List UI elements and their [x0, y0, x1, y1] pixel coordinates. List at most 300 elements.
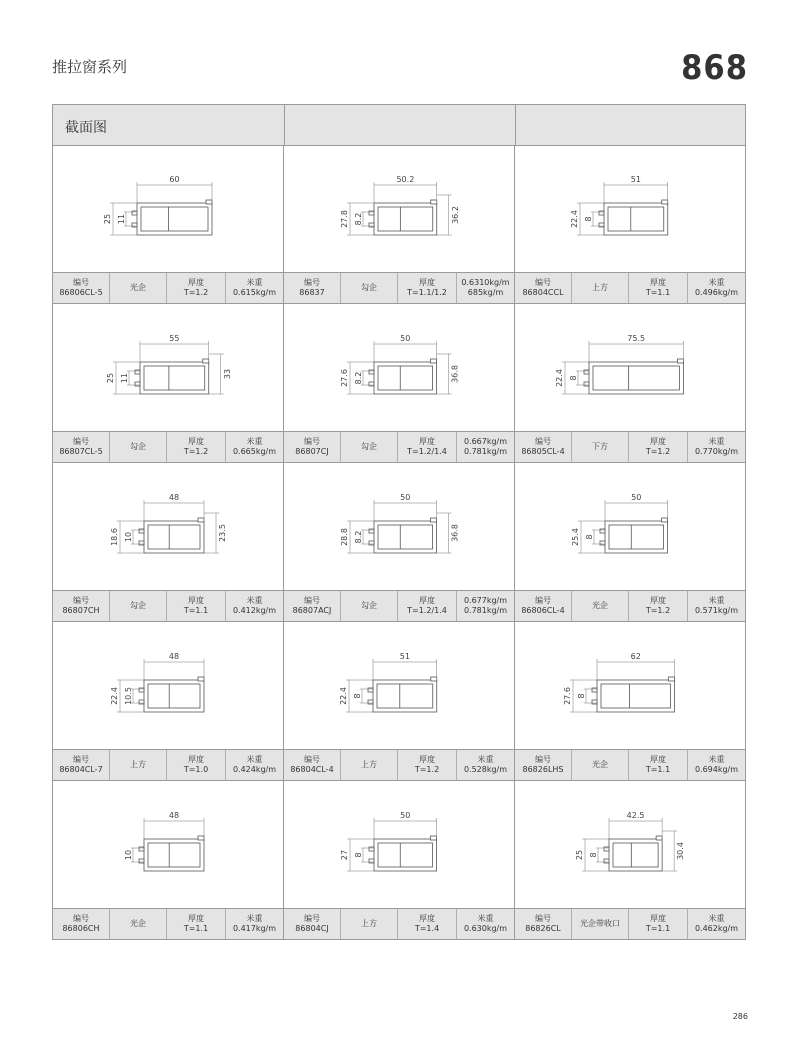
profile-code: 86837: [299, 288, 325, 297]
inner-dimension-label: 8: [577, 693, 586, 699]
weight-label: 米重: [246, 596, 263, 605]
inner-dimension-label: 10: [124, 849, 133, 861]
profile-lip: [592, 688, 597, 692]
name-cell: [110, 591, 167, 621]
profile-lip: [662, 200, 668, 204]
profile-name: 光企带收口: [580, 919, 620, 928]
profile-thickness: T=1.2/1.4: [407, 606, 447, 615]
profile-name: 勾企: [361, 442, 377, 451]
width-dimension-label: 50: [400, 493, 411, 502]
name-cell: [572, 909, 629, 939]
profile-chamber: [378, 843, 433, 867]
weight-cell: [457, 750, 514, 780]
width-dimension-label: 48: [168, 652, 180, 661]
profile-section-svg: [515, 145, 745, 272]
height-dimension-label: 25: [106, 372, 115, 384]
profile-lip: [669, 677, 675, 681]
code-cell: [53, 432, 110, 462]
thickness-cell: [167, 750, 226, 780]
profile-thickness: T=1.1: [645, 288, 671, 297]
profile-code: 86805CL-4: [521, 447, 565, 456]
weight-cell: [226, 909, 283, 939]
weight-label: 米重: [246, 437, 263, 446]
thickness-cell: [629, 750, 688, 780]
profile-lip: [584, 382, 589, 386]
width-dimension-label: 62: [630, 652, 641, 661]
header-cell: [285, 105, 516, 145]
code-label: 编号: [304, 278, 320, 287]
profile-name: 勾企: [130, 442, 146, 451]
weight-label: 米重: [246, 914, 263, 923]
width-dimension-label: 55: [169, 334, 180, 343]
profile-code: 86806CL-4: [521, 606, 565, 615]
code-label: 编号: [535, 914, 551, 923]
profile-section-svg: [284, 622, 514, 749]
profile-drawing: [53, 463, 283, 590]
name-cell: [110, 432, 167, 462]
inner-dimension-label: 8: [354, 852, 363, 858]
weight-cell: [226, 750, 283, 780]
inner-dimension-label: 8.2: [354, 212, 363, 226]
profile-cell: [53, 463, 284, 622]
profile-chamber: [378, 366, 433, 390]
profile-lip: [139, 859, 144, 863]
profile-lip: [369, 211, 374, 215]
profile-name: 上方: [361, 760, 377, 769]
thickness-cell: [398, 273, 457, 303]
profile-cell: [284, 463, 515, 622]
profile-chamber: [141, 207, 208, 231]
profile-thickness: T=1.1: [645, 924, 671, 933]
name-cell: [572, 273, 629, 303]
profile-cell: [515, 463, 745, 622]
profile-name: 光企: [130, 283, 146, 292]
profile-weight: 0.770kg/m: [694, 447, 739, 456]
profile-lip: [139, 700, 144, 704]
profile-name: 上方: [361, 919, 377, 928]
profile-cell: [515, 304, 745, 463]
profile-lip: [369, 859, 374, 863]
thickness-label: 厚度: [188, 914, 204, 923]
profile-cell: [53, 145, 284, 304]
profile-thickness: T=1.2: [414, 765, 440, 774]
profile-lip: [604, 859, 609, 863]
height-dimension-label: 27.6: [340, 369, 349, 387]
thickness-cell: [167, 273, 226, 303]
width-dimension-label: 51: [399, 652, 410, 661]
thickness-label: 厚度: [419, 596, 435, 605]
weight-label: 米重: [477, 755, 494, 764]
code-label: 编号: [535, 755, 551, 764]
profile-section-svg: [284, 463, 514, 590]
profile-row: [53, 781, 745, 940]
profile-drawing: [515, 304, 745, 431]
code-cell: [515, 750, 572, 780]
profile-chamber: [148, 843, 200, 867]
code-cell: [515, 909, 572, 939]
name-cell: [572, 432, 629, 462]
profile-weight: 0.677kg/m: [463, 596, 508, 605]
profile-lip: [431, 677, 437, 681]
profile-lip: [369, 529, 374, 533]
profile-cell: [284, 622, 515, 781]
profile-lip: [139, 529, 144, 533]
profile-section-svg: [53, 145, 283, 272]
weight-cell: [457, 591, 514, 621]
profile-drawing: [515, 463, 745, 590]
profile-catalog-table: [52, 104, 746, 940]
profile-lip: [600, 529, 605, 533]
profile-info-strip: [284, 590, 514, 622]
profile-lip: [431, 836, 437, 840]
profile-drawing: [515, 781, 745, 908]
profile-name: 勾企: [130, 601, 146, 610]
profile-section-svg: [53, 463, 283, 590]
profile-code: 86826LHS: [522, 765, 564, 774]
profile-section-svg: [284, 304, 514, 431]
profile-info-strip: [515, 749, 745, 781]
thickness-cell: [398, 432, 457, 462]
weight-cell: [457, 432, 514, 462]
weight-label: 米重: [708, 596, 725, 605]
profile-chamber: [609, 525, 664, 549]
height-dimension-label: 22.4: [110, 687, 119, 705]
code-label: 编号: [73, 278, 89, 287]
height-dimension-label: 25.4: [571, 528, 580, 546]
profile-weight: 0.424kg/m: [232, 765, 277, 774]
profile-thickness: T=1.1/1.2: [407, 288, 447, 297]
thickness-cell: [629, 432, 688, 462]
profile-info-strip: [515, 908, 745, 940]
profile-thickness: T=1.2: [645, 447, 671, 456]
thickness-cell: [629, 909, 688, 939]
profile-thickness: T=1.2: [183, 288, 209, 297]
profile-drawing: [515, 145, 745, 272]
profile-chamber: [148, 684, 200, 708]
profile-lip: [203, 359, 209, 363]
code-label: 编号: [304, 914, 320, 923]
profile-lip: [662, 518, 668, 522]
profile-cell: [53, 781, 284, 940]
section-title: 截面图: [65, 120, 107, 136]
profile-section-svg: [515, 463, 745, 590]
weight-cell: [226, 591, 283, 621]
thickness-cell: [167, 909, 226, 939]
profile-section-svg: [53, 781, 283, 908]
right-dimension-label: 36.2: [450, 206, 460, 224]
profile-row: [53, 622, 745, 781]
code-cell: [284, 909, 341, 939]
thickness-label: 厚度: [419, 278, 435, 287]
right-dimension-label: 33: [222, 368, 232, 380]
code-label: 编号: [535, 437, 551, 446]
inner-dimension-label: 11: [120, 372, 129, 384]
profile-thickness: T=1.1: [183, 606, 209, 615]
profile-info-strip: [53, 272, 283, 304]
profile-weight: 0.665kg/m: [232, 447, 277, 456]
profile-lip: [206, 200, 212, 204]
profile-lip: [592, 700, 597, 704]
width-dimension-label: 50: [400, 334, 411, 343]
profile-lip: [368, 700, 373, 704]
profile-row: [53, 463, 745, 622]
code-label: 编号: [73, 596, 89, 605]
profile-info-strip: [53, 431, 283, 463]
profile-lip: [677, 359, 683, 363]
profile-info-strip: [53, 908, 283, 940]
profile-cell: [53, 304, 284, 463]
width-dimension-label: 75.5: [627, 334, 646, 343]
profile-thickness: T=1.4: [414, 924, 440, 933]
profile-chamber: [613, 843, 658, 867]
profile-lip: [604, 847, 609, 851]
height-dimension-label: 27: [340, 849, 349, 861]
thickness-cell: [398, 591, 457, 621]
code-cell: [53, 591, 110, 621]
profile-lip: [135, 382, 140, 386]
thickness-cell: [629, 591, 688, 621]
profile-cell: [515, 145, 745, 304]
profile-weight: 0.630kg/m: [463, 924, 508, 933]
profile-section-svg: [515, 781, 745, 908]
profile-weight: 0.496kg/m: [694, 288, 739, 297]
profile-drawing: [53, 622, 283, 749]
inner-dimension-label: 11: [117, 213, 126, 225]
profile-weight: 0.528kg/m: [463, 765, 508, 774]
profile-section-svg: [284, 781, 514, 908]
profile-weight: 0.571kg/m: [694, 606, 739, 615]
height-dimension-label: 28.8: [340, 528, 349, 546]
profile-drawing: [53, 304, 283, 431]
profile-weight: 0.6310kg/m: [461, 278, 510, 287]
profile-lip: [600, 541, 605, 545]
thickness-label: 厚度: [419, 755, 435, 764]
table-header-row: [53, 105, 745, 146]
profile-lip: [431, 200, 437, 204]
weight-cell: [688, 591, 745, 621]
profile-thickness: T=1.1: [183, 924, 209, 933]
profile-drawing: [515, 622, 745, 749]
profile-lip: [599, 223, 604, 227]
profile-info-strip: [53, 590, 283, 622]
code-cell: [53, 273, 110, 303]
inner-dimension-label: 8: [585, 534, 594, 540]
profile-weight: 0.412kg/m: [232, 606, 277, 615]
inner-dimension-label: 10.5: [124, 687, 133, 705]
name-cell: [341, 432, 398, 462]
weight-label: 米重: [246, 278, 263, 287]
profile-info-strip: [515, 590, 745, 622]
profile-code: 86826CL: [525, 924, 561, 933]
width-dimension-label: 51: [630, 175, 641, 184]
profile-lip: [132, 211, 137, 215]
profile-section-svg: [515, 304, 745, 431]
code-label: 编号: [535, 278, 551, 287]
height-dimension-label: 22.4: [555, 369, 564, 387]
thickness-cell: [629, 273, 688, 303]
profile-name: 光企: [130, 919, 146, 928]
name-cell: [341, 591, 398, 621]
name-cell: [341, 909, 398, 939]
profile-code: 86804CCL: [522, 288, 564, 297]
weight-cell: [688, 432, 745, 462]
profile-cell: [284, 781, 515, 940]
profile-lip: [369, 847, 374, 851]
height-dimension-label: 27.8: [340, 210, 349, 228]
profile-row: [53, 145, 745, 304]
right-dimension-label: 36.8: [450, 365, 460, 383]
profile-weight: 0.781kg/m: [463, 606, 508, 615]
profile-weight: 0.615kg/m: [232, 288, 277, 297]
profile-thickness: T=1.2: [183, 447, 209, 456]
code-label: 编号: [73, 437, 89, 446]
profile-cell: [515, 781, 745, 940]
thickness-label: 厚度: [188, 278, 204, 287]
profile-name: 上方: [130, 760, 146, 769]
profile-chamber: [378, 525, 433, 549]
profile-drawing: [53, 781, 283, 908]
profile-lip: [369, 541, 374, 545]
inner-dimension-label: 8: [589, 852, 598, 858]
profile-lip: [198, 836, 204, 840]
width-dimension-label: 48: [168, 493, 180, 502]
inner-dimension-label: 8.2: [354, 530, 363, 544]
profile-section-svg: [515, 622, 745, 749]
profile-chamber: [148, 525, 200, 549]
profile-lip: [369, 370, 374, 374]
thickness-label: 厚度: [419, 437, 435, 446]
weight-cell: [226, 432, 283, 462]
profile-drawing: [284, 463, 514, 590]
profile-chamber: [378, 207, 433, 231]
profile-lip: [368, 688, 373, 692]
profile-info-strip: [53, 749, 283, 781]
profile-lip: [431, 518, 437, 522]
weight-label: 米重: [708, 755, 725, 764]
profile-lip: [139, 541, 144, 545]
thickness-label: 厚度: [650, 278, 666, 287]
profile-chamber: [608, 207, 664, 231]
profile-drawing: [284, 304, 514, 431]
profile-thickness: T=1.2/1.4: [407, 447, 447, 456]
width-dimension-label: 48: [168, 811, 180, 820]
profile-lip: [135, 370, 140, 374]
profile-lip: [584, 370, 589, 374]
name-cell: [110, 909, 167, 939]
profile-lip: [656, 836, 662, 840]
code-cell: [53, 909, 110, 939]
profile-lip: [139, 847, 144, 851]
code-label: 编号: [535, 596, 551, 605]
profile-name: 下方: [592, 442, 608, 451]
thickness-label: 厚度: [650, 437, 666, 446]
code-cell: [515, 591, 572, 621]
height-dimension-label: 25: [103, 213, 112, 225]
profile-name: 光企: [592, 760, 608, 769]
profile-code: 86807CJ: [295, 447, 329, 456]
profile-section-svg: [53, 622, 283, 749]
name-cell: [572, 750, 629, 780]
profile-thickness: T=1.2: [645, 606, 671, 615]
profile-lip: [198, 518, 204, 522]
right-dimension-label: 30.4: [676, 842, 686, 860]
code-label: 编号: [304, 755, 320, 764]
profile-code: 86806CH: [62, 924, 100, 933]
thickness-label: 厚度: [650, 914, 666, 923]
profile-lip: [599, 211, 604, 215]
code-cell: [284, 591, 341, 621]
profile-chamber: [144, 366, 205, 390]
inner-dimension-label: 8: [584, 216, 593, 222]
weight-label: 米重: [477, 914, 494, 923]
weight-label: 米重: [708, 278, 725, 287]
code-label: 编号: [73, 914, 89, 923]
page-number: 286: [732, 1012, 748, 1021]
name-cell: [341, 273, 398, 303]
profile-lip: [369, 223, 374, 227]
thickness-label: 厚度: [188, 437, 204, 446]
profile-code: 86804CL-4: [290, 765, 334, 774]
profile-name: 勾企: [361, 283, 377, 292]
profile-drawing: [284, 781, 514, 908]
code-cell: [515, 273, 572, 303]
width-dimension-label: 50: [631, 493, 642, 502]
profile-lip: [132, 223, 137, 227]
profile-code: 86807CH: [62, 606, 100, 615]
profile-drawing: [284, 622, 514, 749]
width-dimension-label: 50.2: [396, 175, 415, 184]
profile-code: 86807CL-5: [59, 447, 103, 456]
width-dimension-label: 50: [400, 811, 411, 820]
profile-info-strip: [515, 431, 745, 463]
code-cell: [284, 750, 341, 780]
thickness-cell: [167, 591, 226, 621]
profile-weight: 685kg/m: [467, 288, 504, 297]
profile-name: 光企: [592, 601, 608, 610]
profile-row: [53, 304, 745, 463]
weight-cell: [226, 273, 283, 303]
width-dimension-label: 42.5: [626, 811, 645, 820]
profile-name: 上方: [592, 283, 608, 292]
profile-info-strip: [284, 908, 514, 940]
code-cell: [284, 432, 341, 462]
profile-code: 86804CJ: [295, 924, 329, 933]
inner-dimension-label: 10: [124, 531, 133, 543]
inner-dimension-label: 8: [353, 693, 362, 699]
code-label: 编号: [73, 755, 89, 764]
thickness-cell: [167, 432, 226, 462]
profile-info-strip: [284, 749, 514, 781]
profile-chamber: [377, 684, 433, 708]
name-cell: [110, 273, 167, 303]
profile-weight: 0.417kg/m: [232, 924, 277, 933]
weight-cell: [457, 273, 514, 303]
width-dimension-label: 60: [169, 175, 180, 184]
thickness-label: 厚度: [419, 914, 435, 923]
thickness-cell: [398, 750, 457, 780]
profile-section-svg: [284, 145, 514, 272]
profile-chamber: [601, 684, 671, 708]
profile-thickness: T=1.1: [645, 765, 671, 774]
weight-cell: [688, 273, 745, 303]
weight-cell: [457, 909, 514, 939]
profile-name: 勾企: [361, 601, 377, 610]
thickness-label: 厚度: [650, 755, 666, 764]
profile-lip: [198, 677, 204, 681]
height-dimension-label: 27.6: [563, 687, 572, 705]
profile-info-strip: [284, 431, 514, 463]
profile-cell: [284, 145, 515, 304]
